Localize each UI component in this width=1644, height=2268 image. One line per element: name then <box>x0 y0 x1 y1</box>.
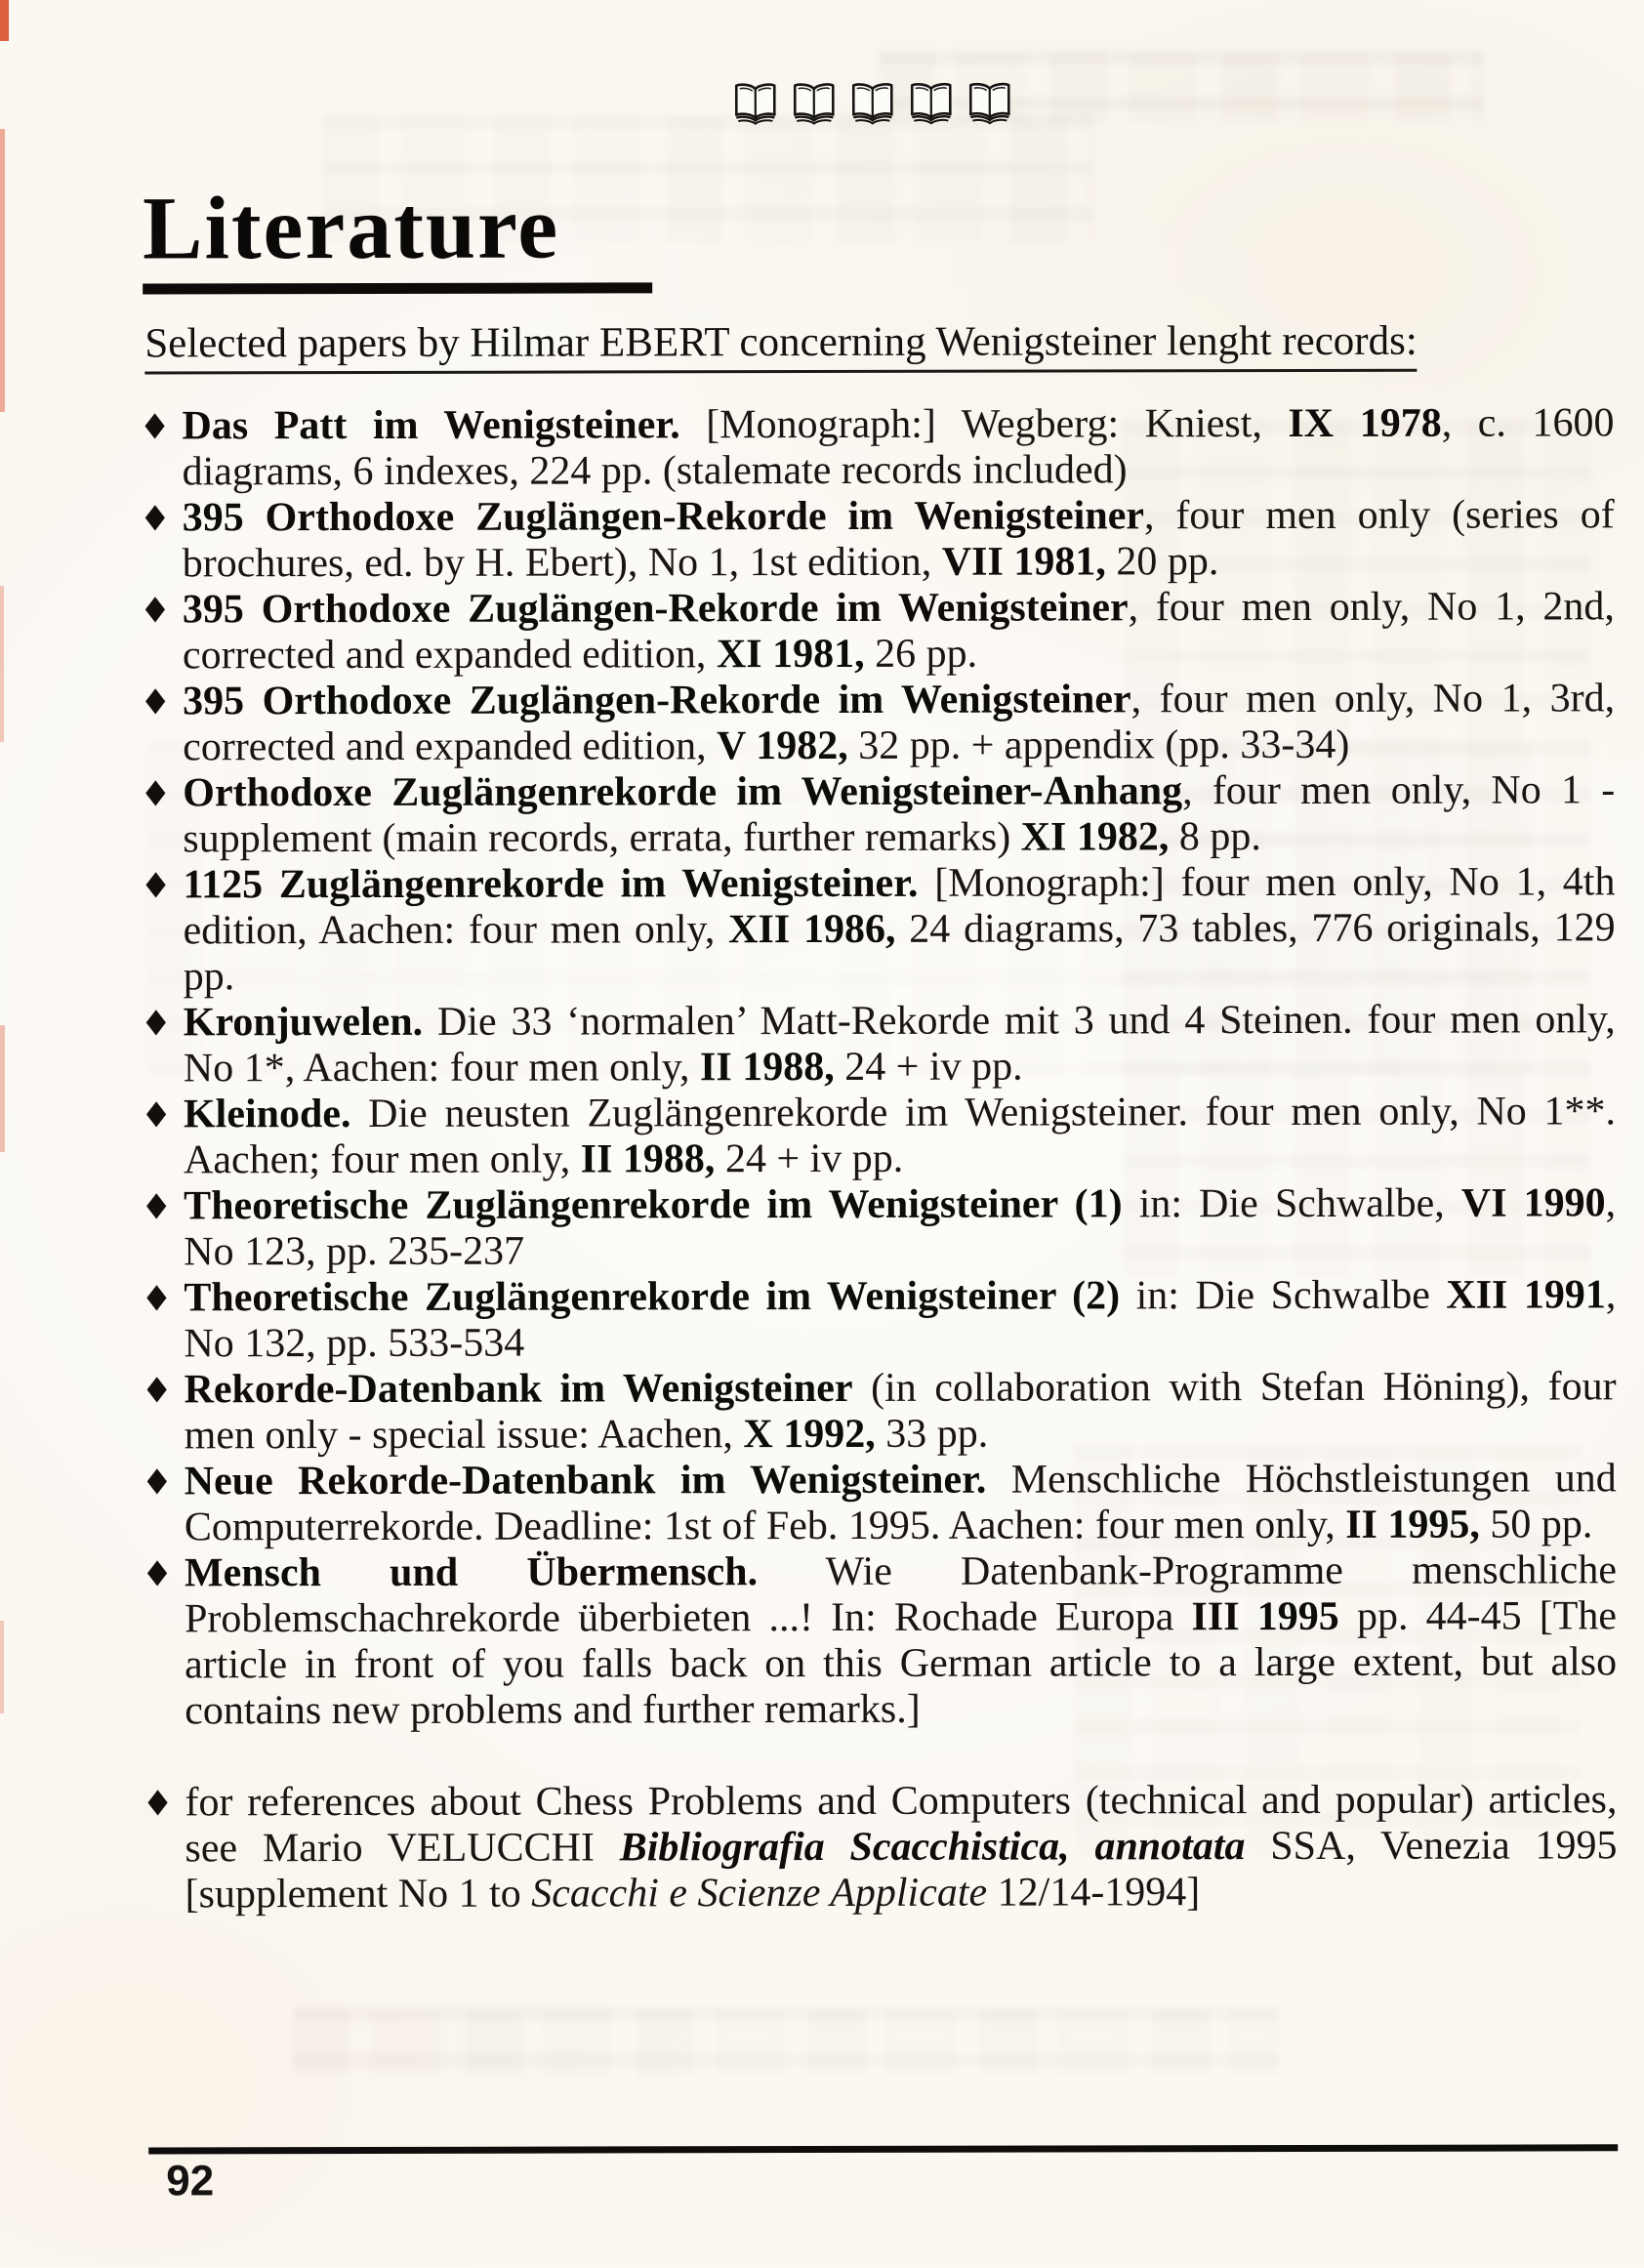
item-text-segment: for references about Chess Problems and Computers (technical and popular) articles, see Mario VELUCCHI <box>185 1777 1618 1872</box>
list-item <box>138 1364 1617 1459</box>
page-subtitle: Selected papers by Hilmar EBERT concerning Wenigsteiner lenght records: <box>144 318 1418 375</box>
item-text-segment: XI 1982, <box>1020 814 1170 860</box>
item-text-segment: Menschliche Höchstleistungen und Computerrekorde. Deadline: 1st of Feb. 1995. Aachen: four men only, <box>184 1456 1617 1550</box>
open-book-icon <box>849 80 896 125</box>
footer-rule <box>148 2144 1618 2154</box>
item-text-segment: 395 Orthodoxe Zuglängen-Rekorde im Wenigsteiner <box>182 585 1129 633</box>
item-text-segment: 33 pp. <box>875 1411 989 1457</box>
item-text-segment: 24 + iv pp. <box>715 1135 904 1182</box>
item-text-segment: 395 Orthodoxe Zuglängen-Rekorde im Wenigsteiner <box>183 677 1131 724</box>
item-text-segment: II 1995, <box>1345 1502 1480 1547</box>
list-item <box>137 1089 1616 1183</box>
item-text-segment: 24 diagrams, 73 tables, 776 originals, 129 pp. <box>183 905 1616 1000</box>
item-text-segment: in: Die Schwalbe, <box>1122 1180 1461 1227</box>
item-text-segment: 395 Orthodoxe Zuglängen-Rekorde im Wenigsteiner <box>182 493 1145 541</box>
item-text-segment: 24 + iv pp. <box>834 1044 1023 1090</box>
bullet-diamond-icon: ♦ <box>139 591 172 632</box>
list-item <box>136 859 1615 1000</box>
literature-list <box>135 400 1617 1917</box>
item-text-segment: , No 123, pp. 235-237 <box>184 1180 1617 1275</box>
item-text-segment: Theoretische Zuglängenrekorde im Wenigsteiner (2) <box>184 1273 1121 1321</box>
item-text-segment: Mensch und Übermensch. <box>184 1549 759 1596</box>
item-text-segment: Rekorde-Datenbank im Wenigsteiner <box>184 1365 853 1413</box>
item-text-segment: 32 pp. + appendix (pp. 33-34) <box>847 722 1350 768</box>
list-item <box>136 676 1615 770</box>
item-text-segment: II 1988, <box>699 1044 835 1091</box>
item-text-segment: pp. 44-45 [The article in front of you falls back on this German article to a large extent, but also contains new problems and further remarks.] <box>185 1593 1618 1734</box>
bullet-diamond-icon: ♦ <box>139 407 171 448</box>
list-item <box>138 1547 1617 1734</box>
item-text-segment: Neue Rekorde-Datenbank im Wenigsteiner. <box>184 1457 987 1505</box>
list-item <box>137 1180 1616 1275</box>
item-text-segment: XI 1981, <box>716 631 865 678</box>
item-text-segment: Scacchi e Scienze Applicate <box>531 1870 988 1917</box>
title-block <box>142 177 652 294</box>
list-item <box>138 1777 1617 1917</box>
item-text-segment: Die 33 ‘normalen’ Matt-Rekorde mit 3 und 4 Steinen. four men only, No 1*, Aachen: four men only, <box>183 997 1616 1092</box>
bullet-diamond-icon: ♦ <box>140 774 172 815</box>
list-item <box>136 584 1615 679</box>
item-text-segment: Bibliografia Scacchistica, annotata <box>619 1824 1246 1871</box>
bullet-diamond-icon: ♦ <box>142 1784 174 1825</box>
item-text-segment: III 1995 <box>1191 1593 1339 1640</box>
item-text-segment: 50 pp. <box>1479 1502 1593 1547</box>
bullet-diamond-icon: ♦ <box>140 866 172 907</box>
item-text-segment: Wie Datenbank-Programme menschliche Problemschachrekorde überbieten ...! In: Rochade Europa <box>184 1547 1617 1642</box>
book-icons-row <box>732 80 1013 126</box>
item-text-segment: Das Patt im Wenigsteiner. <box>182 402 680 449</box>
bullet-diamond-icon: ♦ <box>141 1554 174 1595</box>
bullet-diamond-icon: ♦ <box>140 1004 173 1045</box>
open-book-icon <box>791 80 838 125</box>
title-underline <box>143 282 652 294</box>
item-text-segment: Die neusten Zuglängenrekorde im Wenigsteiner. four men only, No 1**. Aachen; four men only, <box>184 1089 1617 1183</box>
item-text-segment: , No 132, pp. 533-534 <box>184 1272 1617 1367</box>
page-number: 92 <box>166 2157 215 2206</box>
item-text-segment: [Monograph:] four men only, No 1, 4th edition, Aachen: four men only, <box>183 859 1616 954</box>
bullet-diamond-icon: ♦ <box>140 682 172 723</box>
item-text-segment: , four men only (series of brochures, ed. by H. Ebert), No 1, 1st edition, <box>182 492 1615 587</box>
bullet-diamond-icon: ♦ <box>139 499 172 540</box>
subtitle-block <box>144 317 1418 368</box>
open-book-icon <box>908 80 955 125</box>
open-book-icon <box>732 80 779 125</box>
bullet-diamond-icon: ♦ <box>141 1187 173 1228</box>
item-text-segment: Theoretische Zuglängenrekorde im Wenigsteiner (1) <box>184 1181 1123 1229</box>
open-book-icon <box>966 80 1013 125</box>
item-text-segment: XII 1991 <box>1446 1272 1606 1318</box>
list-item <box>135 400 1614 495</box>
item-text-segment: Kleinode. <box>183 1092 351 1137</box>
item-text-segment: Orthodoxe Zuglängenrekorde im Wenigsteiner-Anhang <box>183 768 1183 816</box>
item-text-segment: II 1988, <box>580 1136 716 1182</box>
item-text-segment: VII 1981, <box>941 539 1106 585</box>
item-text-segment: , four men only, No 1, 2nd, corrected and expanded edition, <box>182 584 1615 679</box>
bullet-diamond-icon: ♦ <box>141 1463 174 1504</box>
item-text-segment: , four men only, No 1 - supplement (main records, errata, further remarks) <box>183 767 1616 862</box>
item-text-segment: Kronjuwelen. <box>183 999 424 1046</box>
list-item <box>136 492 1615 587</box>
item-text-segment: , four men only, No 1, 3rd, corrected and expanded edition, <box>183 676 1616 770</box>
item-text-segment: VI 1990 <box>1460 1180 1606 1226</box>
item-text-segment: 8 pp. <box>1169 814 1261 860</box>
item-text-segment: 1125 Zuglängenrekorde im Wenigsteiner. <box>183 860 919 908</box>
item-text-segment: SSA, Venezia 1995 [supplement No 1 to <box>185 1823 1618 1917</box>
list-item <box>137 997 1616 1092</box>
list-item <box>137 1272 1616 1367</box>
item-text-segment: 20 pp. <box>1105 539 1219 585</box>
item-text-segment: X 1992, <box>743 1411 876 1458</box>
bullet-diamond-icon: ♦ <box>141 1371 173 1412</box>
page-title: Literature <box>142 177 560 278</box>
item-text-segment: IX 1978 <box>1288 400 1442 446</box>
item-text-segment: in: Die Schwalbe <box>1120 1272 1447 1319</box>
item-text-segment: 26 pp. <box>864 631 978 677</box>
list-item <box>136 767 1615 862</box>
list-item <box>138 1456 1617 1550</box>
item-text-segment: [Monograph:] Wegberg: Kniest, <box>679 400 1289 448</box>
bullet-diamond-icon: ♦ <box>140 1095 173 1136</box>
item-text-segment: 12/14-1994] <box>987 1870 1201 1916</box>
item-text-segment: V 1982, <box>717 722 848 769</box>
item-text-segment: XII 1986, <box>728 906 896 953</box>
item-text-segment: (in collaboration with Stefan Höning), four men only - special issue: Aachen, <box>184 1364 1617 1459</box>
bullet-diamond-icon: ♦ <box>141 1279 173 1320</box>
item-text-segment: , c. 1600 diagrams, 6 indexes, 224 pp. (stalemate records included) <box>182 400 1615 495</box>
